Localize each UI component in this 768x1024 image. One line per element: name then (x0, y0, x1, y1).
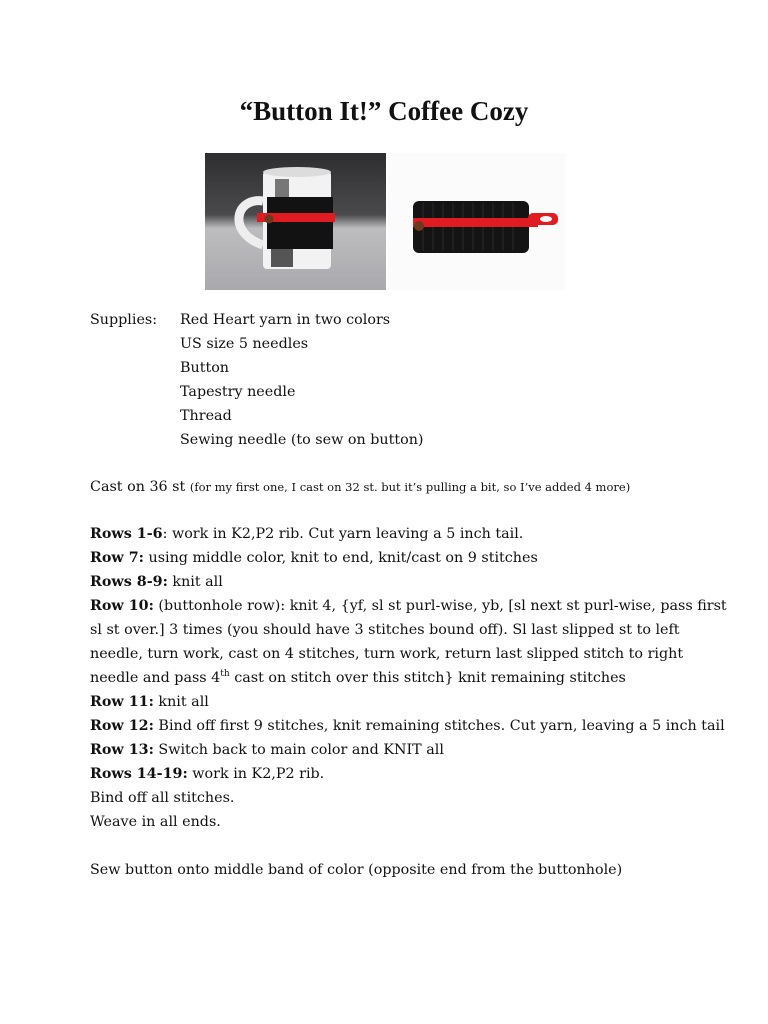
row-continuation: sl st over.] 3 times (you should have 3 stitches bound off). Sl last slipped st to left (90, 622, 680, 638)
row-label: Rows 8-9: (90, 574, 168, 590)
row-instruction (90, 690, 727, 714)
row-label: Row 13: (90, 742, 154, 758)
button-instruction: Sew button onto middle band of color (opposite end from the buttonhole) (90, 862, 623, 878)
row-text: using middle color, knit to end, knit/cast on 9 stitches (143, 550, 538, 566)
row-label: Rows 14-19: (90, 766, 188, 782)
row-text: knit all (167, 574, 223, 590)
row-instruction (90, 594, 727, 618)
row-label: Row 11: (90, 694, 154, 710)
mug-photo (205, 153, 386, 290)
row-label: Row 12: (90, 718, 154, 734)
supply-item: Button (180, 360, 230, 376)
row-label: Row 7: (90, 550, 144, 566)
row-label: Row 10: (90, 598, 154, 614)
document-title: “Button It!” Coffee Cozy (239, 96, 529, 126)
supply-item: Red Heart yarn in two colors (180, 312, 391, 328)
supply-item: Thread (180, 408, 232, 424)
supply-item: Sewing needle (to sew on button) (180, 432, 424, 448)
cast-on-note: (for my first one, I cast on 32 st. but it’s pulling a bit, so I’ve added 4 more) (189, 480, 631, 494)
row-text: work in K2,P2 rib. (187, 766, 325, 782)
flat-cozy-photo (388, 153, 565, 290)
row-text: Bind off first 9 stitches, knit remaining stitches. Cut yarn, leaving a 5 inch tail (153, 718, 725, 734)
supply-item: US size 5 needles (180, 336, 309, 352)
weave-instruction: Weave in all ends. (90, 814, 221, 830)
pattern-instructions (90, 522, 727, 834)
row-text: needle and pass 4 (90, 670, 221, 686)
row-text: Switch back to main color and KNIT all (153, 742, 444, 758)
row-instruction (90, 522, 727, 546)
superscript: th (220, 669, 230, 680)
supplies-label: Supplies: (90, 312, 158, 328)
bind-off-instruction: Bind off all stitches. (90, 790, 235, 806)
row-text: cast on stitch over this stitch} knit remaining stitches (229, 670, 626, 686)
row-instruction (90, 570, 727, 594)
row-instruction (90, 738, 727, 762)
cast-on-line (90, 475, 630, 499)
row-continuation (90, 666, 727, 690)
row-text: : work in K2,P2 rib. Cut yarn leaving a 5 inch tail. (162, 526, 524, 542)
row-continuation: needle, turn work, cast on 4 stitches, turn work, return last slipped stitch to right (90, 646, 684, 662)
row-label: Rows 1-6 (90, 526, 163, 542)
row-text: (buttonhole row): knit 4, {yf, sl st purl-wise, yb, [sl next st purl-wise, pass first (153, 598, 727, 614)
row-text: knit all (153, 694, 209, 710)
row-instruction (90, 714, 727, 738)
cast-on-text: Cast on 36 st (90, 479, 186, 495)
supply-item: Tapestry needle (180, 384, 296, 400)
supplies-list (180, 308, 424, 452)
row-instruction (90, 546, 727, 570)
row-instruction (90, 762, 727, 786)
